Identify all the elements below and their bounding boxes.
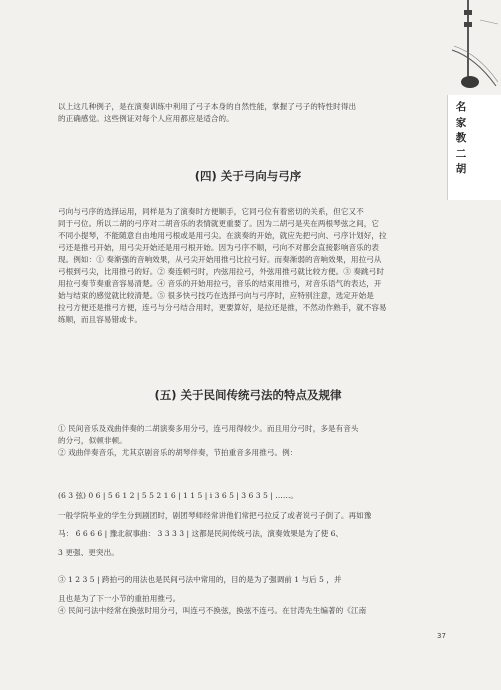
page-number: 37 (437, 632, 446, 640)
side-tab-label: 名家教二胡 (455, 101, 467, 175)
text-line: ① 民间音乐及戏曲伴奏的二胡演奏多用分弓，连弓用得较少。而且用分弓时，多是有音头 (58, 424, 359, 433)
text-line: 弓根到弓尖，比用推弓的好。② 奏连顿弓时，内弦用拉弓，外弦用推弓就比较方便。③ 奏跳弓时 (58, 267, 384, 276)
text-line: 弓向与弓序的选择运用，同样是为了演奏时方便顺手，它同弓位有着密切的关系，但它又不 (58, 207, 364, 216)
jianpu-notation-example-1: (6 3 弦) 0 6 | 5 6 1 2 | 5 5 2 1 6 | 1 1 5 | i 3 6 5 | 3 6 3 5 | ……。 (58, 491, 299, 500)
text-line: 练顺，而且容易错或卡。 (58, 315, 143, 324)
section5-paragraph-4 (58, 593, 438, 617)
text-line: 的正确感觉。这些例证对每个人应用都应是适合的。 (58, 114, 234, 123)
text-line: 弓还是推弓开始，用弓尖开始还是用弓根开始。因为弓序不顺，弓向不对都会直接影响音乐的表 (58, 243, 380, 252)
section5-paragraph-2 (58, 510, 438, 522)
text-line: ④ 民间弓法中经常在换弦时用分弓，叫连弓不换弦，换弦不连弓。在甘涛先生编著的《江南 (58, 606, 367, 615)
section5-paragraph-3 (58, 547, 438, 559)
section4-paragraph (58, 206, 438, 326)
text-line: 以上这几种例子，是在演奏训练中利用了弓子本身的自然性能，掌握了弓子的特性时得出 (58, 102, 357, 111)
erhu-illustration (450, 0, 501, 95)
text-line: 一般学院毕业的学生分到剧团时，剧团琴师经常讲他们常把弓拉反了或者说弓子倒了。再如豫 (58, 511, 372, 520)
text-line: 且也是为了下一小节的重拍用推弓。 (58, 594, 181, 603)
jianpu-notation-example-2: 马： 6̇ 6 6 6 | 豫北叙事曲： 3 3 3 3 | 这都是民间传统弓法，演奏效果是为了使 6、 (58, 529, 344, 538)
section-heading-5: (五) 关于民间传统弓法的特点及规律 (154, 388, 342, 402)
section5-paragraph-1 (58, 423, 438, 459)
text-line: 3 更强、更突出。 (58, 548, 119, 557)
intro-paragraph (58, 101, 438, 125)
text-line: 用拉弓奏节奏重音容易清楚。④ 音乐的开始用拉弓，音乐的结束用推弓，对音乐语气的表达，开 (58, 279, 382, 288)
text-line: 的分弓，似顿非顿。 (58, 436, 127, 445)
jianpu-notation-example-3: ③ 1 2 3 5 | 跨拍弓的用法也是民间弓法中常用的，目的是为了强调前 1 与后 5 ，并 (58, 575, 342, 584)
text-line: ② 戏曲伴奏音乐，尤其京剧音乐的胡琴伴奏，节拍重音多用推弓。例： (58, 448, 298, 457)
text-line: 拉弓方便还是推弓方便，连弓与分弓结合用时，更要算好，是拉还是推，不然动作熟手，就不容易 (58, 303, 387, 312)
side-chapter-tab (447, 95, 501, 200)
text-line: 不同小提琴，不能随意自由地用弓根或是用弓尖。在演奏的开始，就应先把弓向、弓序计划好，拉 (58, 231, 387, 240)
text-line: 现。例如：① 奏渐强的音响效果，从弓尖开始用推弓比拉弓好。而奏渐弱的音响效果，用拉弓从 (58, 255, 382, 264)
text-line: 始与结束的感觉就比较清楚。⑤ 很多快弓技巧在选择弓向与弓序时，应特别注意，选定开始是 (58, 291, 374, 300)
section-heading-4: (四) 关于弓向与弓序 (194, 169, 302, 183)
text-line: 同于弓位。所以二胡的弓序对二胡音乐的表情就更重要了。因为二胡弓是夹在两根琴弦之间，它 (58, 219, 380, 228)
